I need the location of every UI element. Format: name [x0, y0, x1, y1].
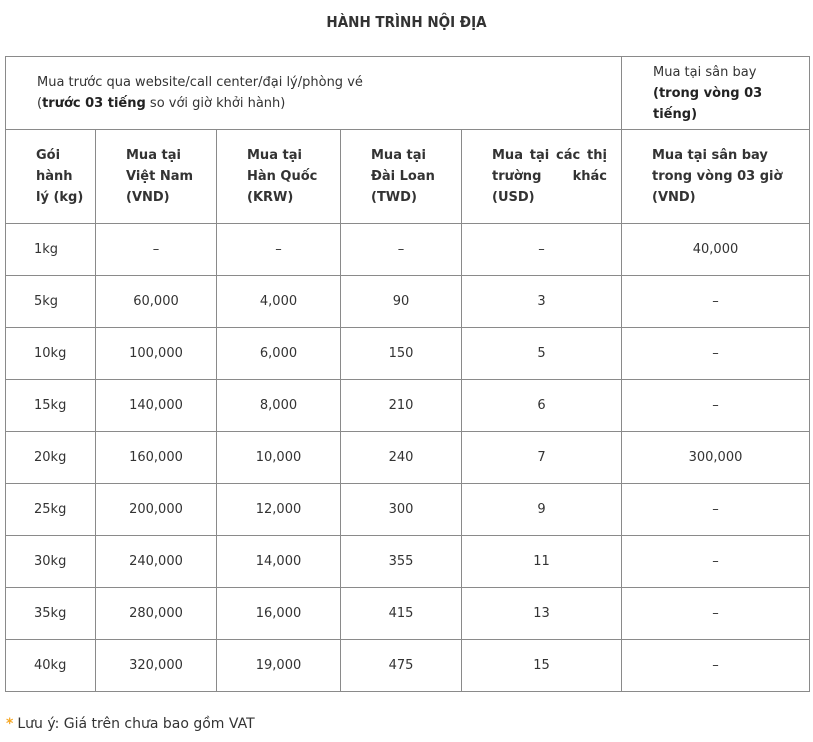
price-cell: 240 [341, 432, 462, 484]
price-cell: 60,000 [96, 276, 217, 328]
price-cell: 6 [462, 380, 622, 432]
table-row [6, 224, 810, 276]
price-cell: 140,000 [96, 380, 217, 432]
weight-cell: 10kg [6, 328, 96, 380]
price-cell: 300,000 [622, 432, 810, 484]
price-cell: 300 [341, 484, 462, 536]
table-row [6, 588, 810, 640]
price-cell: 16,000 [217, 588, 341, 640]
weight-cell: 35kg [6, 588, 96, 640]
table-row [6, 276, 810, 328]
price-cell: 3 [462, 276, 622, 328]
baggage-price-table [5, 56, 810, 692]
table-row [6, 640, 810, 692]
column-header: Mua tại Việt Nam (VND) [96, 130, 217, 224]
note-asterisk: * [6, 716, 14, 732]
weight-cell: 30kg [6, 536, 96, 588]
price-cell: 200,000 [96, 484, 217, 536]
price-cell: 11 [462, 536, 622, 588]
column-header: Mua tại Đài Loan (TWD) [341, 130, 462, 224]
weight-cell: 25kg [6, 484, 96, 536]
price-cell: 150 [341, 328, 462, 380]
price-cell: – [622, 380, 810, 432]
price-cell: 280,000 [96, 588, 217, 640]
weight-cell: 15kg [6, 380, 96, 432]
table-row [6, 328, 810, 380]
group-header-advance [6, 57, 622, 130]
price-cell: 475 [341, 640, 462, 692]
group-header-row [6, 57, 810, 130]
price-cell: 320,000 [96, 640, 217, 692]
vat-note [6, 716, 255, 732]
price-cell: 8,000 [217, 380, 341, 432]
price-cell: – [96, 224, 217, 276]
price-cell: 4,000 [217, 276, 341, 328]
price-cell: 13 [462, 588, 622, 640]
price-cell: 90 [341, 276, 462, 328]
note-text: Lưu ý: Giá trên chưa bao gồm VAT [17, 716, 255, 732]
price-cell: – [622, 276, 810, 328]
price-cell: – [622, 484, 810, 536]
price-cell: 240,000 [96, 536, 217, 588]
group-header-advance-line2: (trước 03 tiếng so với giờ khởi hành) [37, 96, 286, 111]
group-header-airport [622, 57, 810, 130]
price-cell: 7 [462, 432, 622, 484]
price-cell: 15 [462, 640, 622, 692]
column-header-row [6, 130, 810, 224]
price-cell: 210 [341, 380, 462, 432]
group-header-airport-line1: Mua tại sân bay [653, 64, 757, 80]
weight-cell: 1kg [6, 224, 96, 276]
price-cell: 415 [341, 588, 462, 640]
table-row [6, 536, 810, 588]
weight-cell: 40kg [6, 640, 96, 692]
price-cell: 100,000 [96, 328, 217, 380]
column-header: Mua tại sân bay trong vòng 03 giờ (VND) [622, 130, 810, 224]
price-cell: 19,000 [217, 640, 341, 692]
price-cell: 9 [462, 484, 622, 536]
price-cell: 5 [462, 328, 622, 380]
group-header-advance-line1: Mua trước qua website/call center/đại lý/phòng vé [37, 75, 363, 90]
column-header: Mua tại Hàn Quốc (KRW) [217, 130, 341, 224]
price-cell: 40,000 [622, 224, 810, 276]
weight-cell: 20kg [6, 432, 96, 484]
price-cell: – [622, 588, 810, 640]
table-row [6, 432, 810, 484]
price-cell: 14,000 [217, 536, 341, 588]
price-cell: – [622, 536, 810, 588]
price-cell: – [341, 224, 462, 276]
page-title: HÀNH TRÌNH NỘI ĐỊA [326, 13, 487, 31]
price-cell: 160,000 [96, 432, 217, 484]
table-row [6, 484, 810, 536]
column-header: Gói hành lý (kg) [6, 130, 96, 224]
price-cell: – [622, 328, 810, 380]
price-cell: 10,000 [217, 432, 341, 484]
price-cell: 6,000 [217, 328, 341, 380]
price-cell: 12,000 [217, 484, 341, 536]
price-cell: – [462, 224, 622, 276]
price-cell: 355 [341, 536, 462, 588]
table-body [6, 224, 810, 692]
column-header: Mua tại các thị trường khác (USD) [462, 130, 622, 224]
group-header-airport-line2: (trong vòng 03 tiếng) [653, 85, 763, 122]
price-cell: – [622, 640, 810, 692]
price-cell: – [217, 224, 341, 276]
weight-cell: 5kg [6, 276, 96, 328]
table-row [6, 380, 810, 432]
